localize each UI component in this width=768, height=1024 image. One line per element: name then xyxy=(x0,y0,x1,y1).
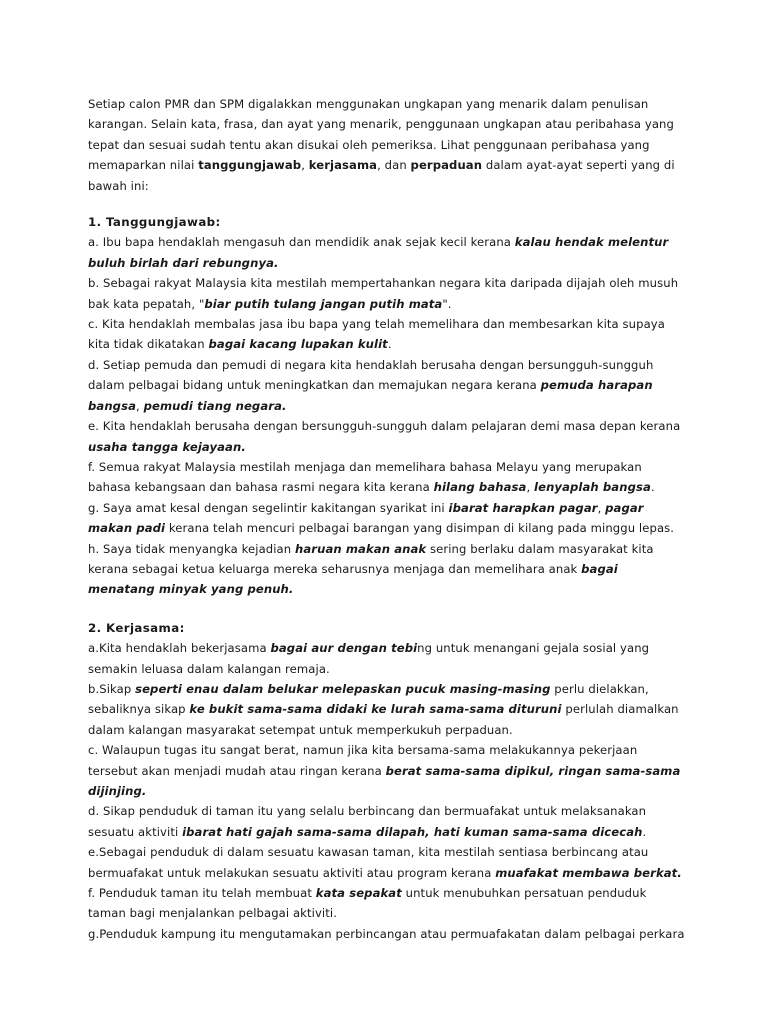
peribahasa: usaha tangga kejayaan. xyxy=(88,439,246,454)
list-item xyxy=(88,232,688,273)
peribahasa: haruan makan anak xyxy=(295,541,427,556)
peribahasa: berat sama-sama dipikul, ringan sama-sama dijinjing. xyxy=(88,763,681,798)
peribahasa: ibarat hati gajah sama-sama dilapah, hati kuman sama-sama dicecah xyxy=(182,824,643,839)
peribahasa: bagai aur dengan tebi xyxy=(270,641,418,656)
keyword: perpaduan xyxy=(410,158,483,173)
peribahasa: bagai kacang lupakan kulit xyxy=(208,337,388,352)
text-run: h. Saya tidak menyangka kejadian xyxy=(88,541,295,556)
peribahasa: kata sepakat xyxy=(315,886,402,901)
text-run: perlulah diamalkan dalam kalangan masyarakat setempat untuk memperkukuh perpaduan. xyxy=(88,702,679,737)
text-run: b. Sebagai rakyat Malaysia kita mestilah mempertahankan negara kita daripada dijajah oleh musuh bak kata pepatah, " xyxy=(88,276,679,311)
section-items xyxy=(88,232,688,599)
list-item xyxy=(88,740,688,801)
text-run: untuk menubuhkan persatuan penduduk taman bagi menjalankan pelbagai aktiviti. xyxy=(88,886,647,921)
text-run: ". xyxy=(442,296,452,311)
list-item xyxy=(88,679,688,740)
spacer xyxy=(88,196,688,212)
section-tanggungjawab xyxy=(88,212,688,600)
list-item xyxy=(88,314,688,355)
peribahasa: seperti enau dalam belukar melepaskan pucuk masing-masing xyxy=(135,681,551,696)
text-run: e.Sebagai penduduk di dalam sesuatu kawasan taman, kita mestilah sentiasa berbincang atau bermuafakat untuk melakukan sesuatu aktiviti atau program kerana xyxy=(88,845,649,880)
peribahasa: ibarat harapkan pagar xyxy=(448,500,598,515)
text-run: b.Sikap xyxy=(88,681,136,696)
text-run: g.Penduduk kampung itu mengutamakan perbincangan atau permuafakatan dalam pelbagai perkara xyxy=(88,926,685,941)
text-run: , dan xyxy=(377,158,411,173)
peribahasa: ke bukit sama-sama didaki ke lurah sama-sama dituruni xyxy=(189,702,562,717)
peribahasa: pemuda harapan bangsa xyxy=(88,378,653,413)
list-item xyxy=(88,457,688,498)
list-item xyxy=(88,355,688,416)
text-run: d. Setiap pemuda dan pemudi di negara kita hendaklah berusaha dengan bersungguh-sungguh dalam pelbagai bidang untuk meningkatkan dan memajukan negara kerana xyxy=(88,357,654,393)
text-run: , xyxy=(301,158,309,173)
text-run: perlu dielakkan, sebaliknya sikap xyxy=(88,681,649,717)
intro-paragraph xyxy=(88,94,688,196)
text-run: ng untuk menangani gejala sosial yang semakin leluasa dalam kalangan remaja. xyxy=(88,641,650,676)
section-items xyxy=(88,638,688,944)
peribahasa: pagar makan padi xyxy=(88,500,644,536)
list-item xyxy=(88,638,688,679)
text-run: f. Penduduk taman itu telah membuat xyxy=(88,886,316,901)
section-heading: 2. Kerjasama: xyxy=(88,620,185,635)
peribahasa: bagai menatang minyak yang penuh. xyxy=(88,561,618,597)
text-run: Setiap calon PMR dan SPM digalakkan menggunakan ungkapan yang menarik dalam penulisan karangan. Selain kata, frasa, dan ayat yang menarik, penggunaan ungkapan atau peribahasa yang tepat dan sesuai sudah tentu akan disukai oleh pemeriksa. Lihat penggunaan peribahasa yang memaparkan nilai xyxy=(88,97,674,173)
list-item xyxy=(88,801,688,842)
list-item xyxy=(88,842,688,883)
text-run: . xyxy=(642,824,647,839)
text-run: e. Kita hendaklah berusaha dengan bersungguh-sungguh dalam pelajaran demi masa depan kerana xyxy=(88,419,681,434)
peribahasa: lenyaplah bangsa xyxy=(534,480,651,495)
text-run: . xyxy=(387,337,392,352)
text-run: g. Saya amat kesal dengan segelintir kakitangan syarikat ini xyxy=(88,500,449,515)
text-run: , xyxy=(136,398,144,413)
list-item xyxy=(88,416,688,457)
text-run: , xyxy=(526,480,535,495)
peribahasa: pemudi tiang negara. xyxy=(143,398,287,413)
peribahasa: kalau hendak melentur buluh birlah dari rebungnya. xyxy=(88,235,669,270)
list-item xyxy=(88,924,688,944)
peribahasa: muafakat membawa berkat. xyxy=(495,865,682,880)
text-run: kerana telah mencuri pelbagai barangan yang disimpan di kilang pada minggu lepas. xyxy=(165,521,675,536)
keyword: kerjasama xyxy=(308,158,378,173)
text-run: f. Semua rakyat Malaysia mestilah menjaga dan memelihara bahasa Melayu yang merupakan bahasa kebangsaan dan bahasa rasmi negara kita kerana xyxy=(88,459,642,495)
text-run: a.Kita hendaklah bekerjasama xyxy=(88,641,271,656)
list-item xyxy=(88,498,688,539)
text-run: c. Walaupun tugas itu sangat berat, namun jika kita bersama-sama melakukannya pekerjaan tersebut akan menjadi mudah atau ringan kerana xyxy=(88,743,638,778)
text-run: sering berlaku dalam masyarakat kita kerana sebagai ketua keluarga mereka seharusnya menjaga dan memelihara anak xyxy=(88,541,654,576)
text-run: , xyxy=(597,500,606,515)
peribahasa: biar putih tulang jangan putih mata xyxy=(204,296,443,311)
peribahasa: hilang bahasa xyxy=(433,480,527,495)
text-run: . xyxy=(650,480,655,495)
text-run: a. Ibu bapa hendaklah mengasuh dan mendidik anak sejak kecil kerana xyxy=(88,235,515,250)
list-item xyxy=(88,539,688,600)
text-run: d. Sikap penduduk di taman itu yang selalu berbincang dan bermuafakat untuk melaksanakan sesuatu aktiviti xyxy=(88,804,647,839)
section-heading: 1. Tanggungjawab: xyxy=(88,215,221,230)
section-kerjasama xyxy=(88,618,688,945)
text-run: dalam ayat-ayat seperti yang di bawah ini: xyxy=(88,158,675,193)
list-item xyxy=(88,273,688,314)
spacer xyxy=(88,600,688,618)
keyword: tanggungjawab xyxy=(198,158,302,173)
list-item xyxy=(88,883,688,924)
text-run: c. Kita hendaklah membalas jasa ibu bapa yang telah memelihara dan membesarkan kita supaya kita tidak dikatakan xyxy=(88,317,665,352)
